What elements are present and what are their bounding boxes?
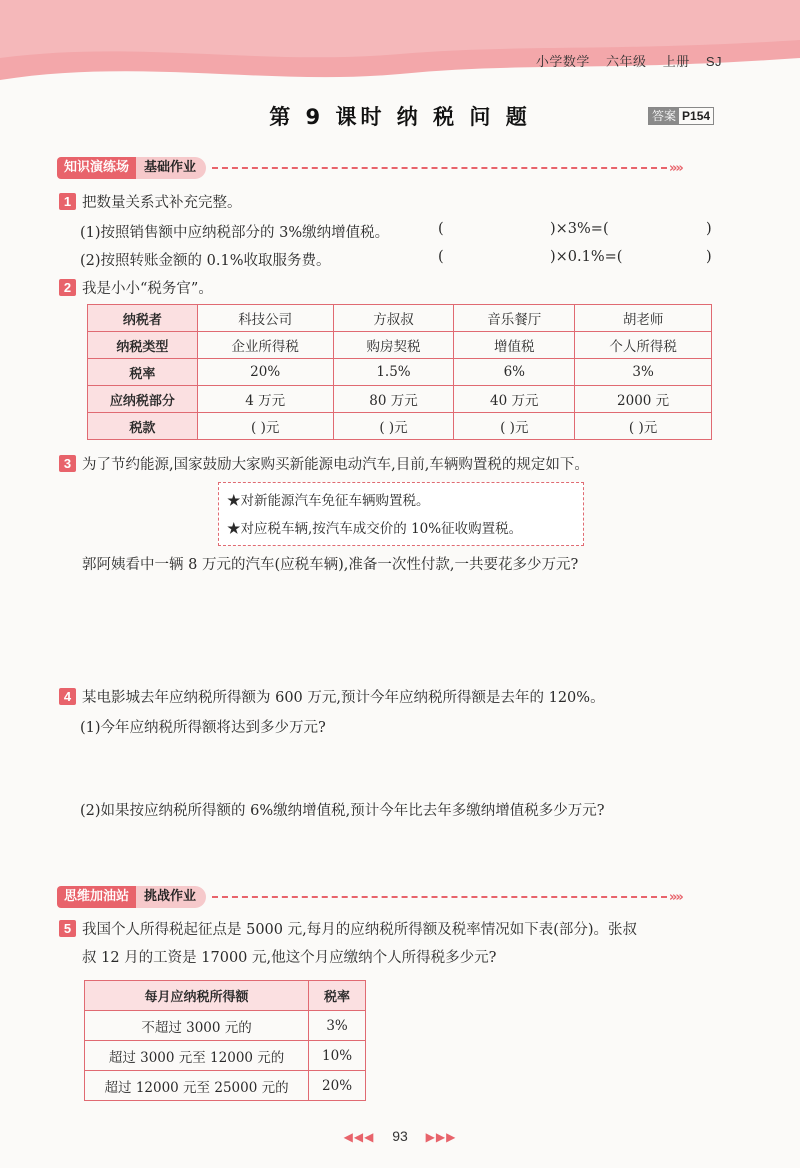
question-number: 2 — [59, 279, 76, 296]
question-number: 1 — [59, 193, 76, 210]
table-cell: 超过 3000 元至 12000 元的 — [85, 1041, 309, 1071]
table-cell: 增值税 — [454, 332, 575, 359]
next-page-icon[interactable]: ▶▶▶ — [425, 1130, 457, 1144]
edition: SJ — [705, 54, 722, 69]
row-header: 税率 — [88, 359, 198, 386]
prev-page-icon[interactable]: ◀◀◀ — [343, 1130, 375, 1144]
answer-cell[interactable]: ( )元 — [333, 413, 454, 440]
table-cell: 2000 元 — [575, 386, 712, 413]
row-header: 税款 — [88, 413, 198, 440]
section-divider — [212, 896, 667, 898]
table-cell: 购房契税 — [333, 332, 454, 359]
q1-formula[interactable]: )×3%=( — [550, 221, 609, 237]
volume: 上册 — [662, 54, 690, 69]
q1-blank-open[interactable]: ( — [438, 249, 444, 265]
table-cell: 40 万元 — [454, 386, 575, 413]
table-cell: 个人所得税 — [575, 332, 712, 359]
row-header: 应纳税部分 — [88, 386, 198, 413]
answer-page: P154 — [682, 109, 711, 123]
section-arrows-icon: »» — [669, 160, 682, 176]
tax-rate-table — [84, 980, 366, 1101]
question-text-cont: 叔 12 月的工资是 17000 元,他这个月应缴纳个人所得税多少元? — [82, 950, 497, 966]
question-text: 我国个人所得税起征点是 5000 元,每月的应纳税所得额及税率情况如下表(部分)。张叔 — [82, 922, 638, 938]
table-cell: 20% — [197, 359, 333, 386]
q1-line-2: (2)按照转账金额的 0.1%收取服务费。 — [80, 253, 331, 269]
page-footer — [0, 1128, 800, 1144]
answer-tag[interactable] — [648, 107, 714, 125]
table-cell: 3% — [575, 359, 712, 386]
header-meta — [524, 51, 722, 70]
question-number: 3 — [59, 455, 76, 472]
section-basic-header — [57, 157, 682, 179]
sub-question: (2)如果按应纳税所得额的 6%缴纳增值税,预计今年比去年多缴纳增值税多少万元? — [80, 803, 605, 819]
answer-cell[interactable]: ( )元 — [575, 413, 712, 440]
q1-line-1: (1)按照销售额中应纳税部分的 3%缴纳增值税。 — [80, 225, 390, 241]
table-cell: 胡老师 — [575, 305, 712, 332]
section-divider — [212, 167, 667, 169]
answer-label: 答案 — [649, 108, 679, 124]
table-row — [88, 386, 712, 413]
q1-blank-close: ) — [706, 221, 712, 237]
section-tag: 知识演练场 — [57, 157, 136, 179]
section-tag: 思维加油站 — [57, 886, 136, 908]
table-row — [88, 413, 712, 440]
answer-cell[interactable]: ( )元 — [454, 413, 575, 440]
question-text: 我是小小“税务官”。 — [82, 281, 213, 297]
table-cell: 超过 12000 元至 25000 元的 — [85, 1071, 309, 1101]
question-prompt: 郭阿姨看中一辆 8 万元的汽车(应税车辆),准备一次性付款,一共要花多少万元? — [82, 557, 579, 573]
table-cell: 不超过 3000 元的 — [85, 1011, 309, 1041]
table-cell: 音乐餐厅 — [454, 305, 575, 332]
section-challenge-header — [57, 886, 682, 908]
table-row — [88, 359, 712, 386]
question-number: 5 — [59, 920, 76, 937]
rule-note: ★对新能源汽车免征车辆购置税。 — [227, 493, 430, 509]
table-cell: 方叔叔 — [333, 305, 454, 332]
section-subtag: 挑战作业 — [136, 886, 206, 908]
table-row — [85, 1071, 366, 1101]
table-cell: 6% — [454, 359, 575, 386]
table-row — [85, 1041, 366, 1071]
table-cell: 企业所得税 — [197, 332, 333, 359]
rule-note-box — [218, 482, 584, 546]
table-row — [85, 1011, 366, 1041]
table-row — [88, 332, 712, 359]
table-cell: 4 万元 — [197, 386, 333, 413]
table-cell: 80 万元 — [333, 386, 454, 413]
rule-note: ★对应税车辆,按汽车成交价的 10%征收购置税。 — [227, 521, 523, 537]
column-header: 税率 — [309, 981, 366, 1011]
row-header: 纳税类型 — [88, 332, 198, 359]
answer-cell[interactable]: ( )元 — [197, 413, 333, 440]
table-row — [88, 305, 712, 332]
page-number: 93 — [392, 1128, 408, 1144]
question-text: 某电影城去年应纳税所得额为 600 万元,预计今年应纳税所得额是去年的 120%。 — [82, 690, 605, 706]
table-header-row — [85, 981, 366, 1011]
question-text: 为了节约能源,国家鼓励大家购买新能源电动汽车,目前,车辆购置税的规定如下。 — [82, 457, 589, 473]
table-cell: 20% — [309, 1071, 366, 1101]
question-text: 把数量关系式补充完整。 — [82, 195, 242, 211]
header-band — [0, 0, 800, 95]
table-cell: 1.5% — [333, 359, 454, 386]
sub-question: (1)今年应纳税所得额将达到多少万元? — [80, 720, 326, 736]
page-title: 第 9 课时 纳 税 问 题 — [269, 105, 531, 129]
section-subtag: 基础作业 — [136, 157, 206, 179]
tax-table — [87, 304, 712, 440]
question-number: 4 — [59, 688, 76, 705]
table-cell: 10% — [309, 1041, 366, 1071]
subject: 小学数学 — [535, 54, 590, 69]
section-arrows-icon: »» — [669, 889, 682, 905]
table-cell: 科技公司 — [197, 305, 333, 332]
q1-formula[interactable]: )×0.1%=( — [550, 249, 623, 265]
grade: 六年级 — [606, 54, 647, 69]
q1-blank-open[interactable]: ( — [438, 221, 444, 237]
q1-blank-close: ) — [706, 249, 712, 265]
column-header: 每月应纳税所得额 — [85, 981, 309, 1011]
row-header: 纳税者 — [88, 305, 198, 332]
table-cell: 3% — [309, 1011, 366, 1041]
